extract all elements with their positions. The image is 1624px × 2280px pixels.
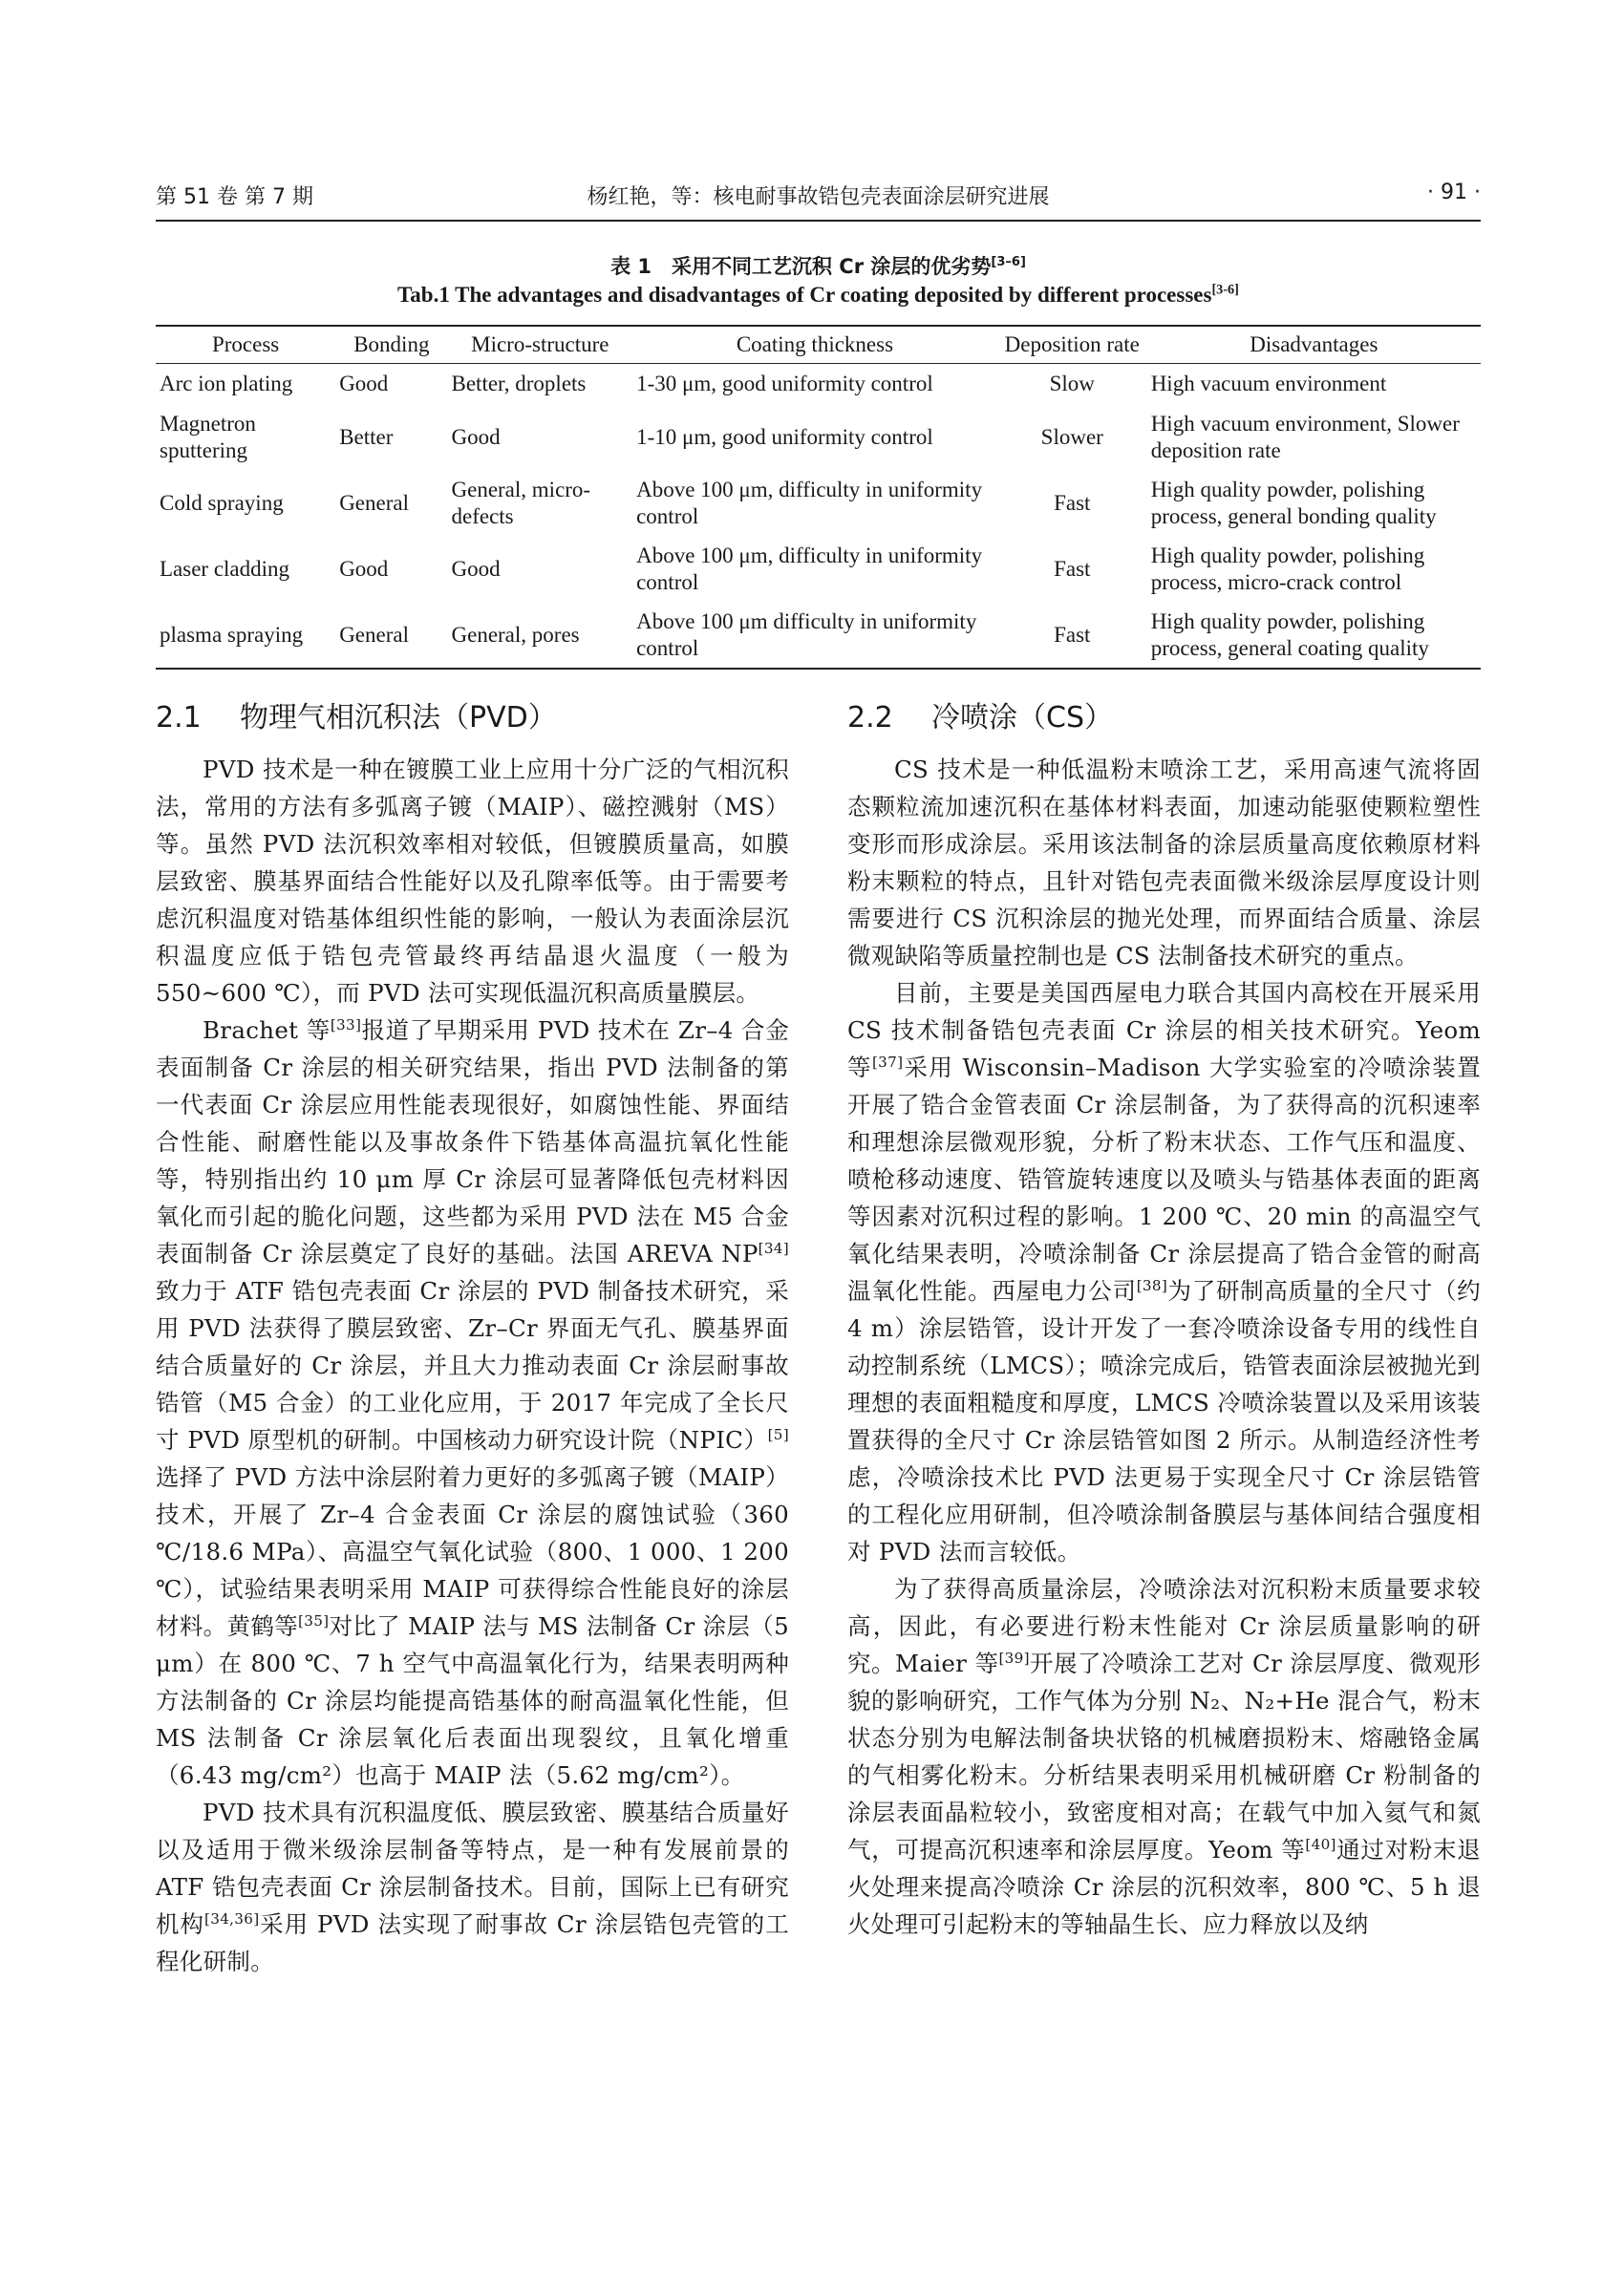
paragraph: [156, 1012, 789, 1794]
citation: [34,36]: [204, 1909, 260, 1928]
citation: [33]: [330, 1015, 362, 1033]
table-caption-en-ref: [3-6]: [1211, 282, 1239, 298]
section-title: 物理气相沉积法（PVD）: [240, 701, 557, 735]
citation: [35]: [298, 1611, 330, 1630]
cell-micro: Better, droplets: [451, 372, 587, 396]
cell-disadvantages: High vacuum environment: [1150, 372, 1387, 396]
cell-rate: Slow: [1049, 372, 1095, 396]
section-heading-cs: [847, 695, 1481, 741]
paragraph: [847, 974, 1481, 1570]
cell-bonding: Better: [339, 425, 394, 449]
table-caption-zh-ref: [3–6]: [991, 255, 1026, 269]
citation: [34]: [758, 1239, 789, 1257]
table-row: [156, 603, 1481, 669]
cell-micro: Good: [451, 557, 501, 581]
cell-rate: Slower: [1040, 425, 1103, 449]
section-number: 2.1: [156, 701, 202, 735]
cell-thickness: Above 100 μm, difficulty in uniformity control: [636, 543, 983, 594]
running-header: [156, 175, 1481, 213]
col-header-process: Process: [211, 332, 280, 356]
table-row: [156, 405, 1481, 471]
text-run: 采用 Wisconsin–Madison 大学实验室的冷喷涂装置开展了锆合金管表面 Cr 涂层制备，为了获得高的沉积速率和理想涂层微观形貌，分析了粉末状态、工作气压和温度、喷枪移动速度、锆管旋转速度以及喷头与锆基体表面的距离等因素对沉积过程的影响。1 200 ℃、20 min 的高温空气氧化结果表明，冷喷涂制备 Cr 涂层提高了锆合金管的耐高温氧化性能。西屋电力公司: [847, 1054, 1481, 1305]
paragraph: [156, 1794, 789, 1980]
cell-bonding: Good: [339, 372, 389, 396]
cell-thickness: Above 100 μm difficulty in uniformity control: [636, 608, 977, 660]
text-run: 为了获得高质量涂层，冷喷涂法对沉积粉末质量要求较高，因此，有必要进行粉末性能对 Cr 涂层质量影响的研究。Maier 等: [847, 1575, 1481, 1677]
text-run: 对比了 MAIP 法与 MS 法制备 Cr 涂层（5 μm）在 800 ℃、7 h 空气中高温氧化行为，结果表明两种方法制备的 Cr 涂层均能提高锆基体的耐高温氧化性能，但 MS 法制备 Cr 涂层氧化后表面出现裂纹，且氧化增重（6.43 mg/cm²）也高于 MAIP 法（5.62 mg/cm²）。: [156, 1612, 789, 1789]
cell-micro: General, pores: [451, 622, 580, 647]
cell-rate: Fast: [1054, 557, 1091, 581]
journal-issue: 第 51 卷 第 7 期: [156, 185, 313, 209]
comparison-table: [156, 325, 1481, 670]
cell-disadvantages: High quality powder, polishing process, micro-crack control: [1150, 543, 1425, 594]
citation: [37]: [871, 1053, 904, 1071]
section-title: 冷喷涂（CS）: [931, 701, 1113, 735]
cell-process: Laser cladding: [160, 557, 290, 581]
citation: [40]: [1305, 1835, 1336, 1853]
paragraph: [847, 1570, 1481, 1943]
cell-thickness: 1-30 μm, good uniformity control: [636, 372, 933, 396]
right-column: [847, 695, 1481, 1943]
cell-process: Cold spraying: [160, 491, 284, 515]
text-run: 报道了早期采用 PVD 技术在 Zr–4 合金表面制备 Cr 涂层的相关研究结果，指出 PVD 法制备的第一代表面 Cr 涂层应用性能表现很好，如腐蚀性能、界面结合性能、耐磨性能以及事故条件下锆基体高温抗氧化性能等，特别指出约 10 μm 厚 Cr 涂层可显著降低包壳材料因氧化而引起的脆化问题，这些都为采用 PVD 法在 M5 合金表面制备 Cr 涂层奠定了良好的基础。法国 AREVA NP: [156, 1016, 789, 1268]
text-run: 通过对粉末退火处理来提高冷喷涂 Cr 涂层的沉积效率，800 ℃、5 h 退火处理可引起粉末的等轴晶生长、应力释放以及纳: [847, 1836, 1481, 1938]
paragraph: PVD 技术是一种在镀膜工业上应用十分广泛的气相沉积法，常用的方法有多弧离子镀（MAIP）、磁控溅射（MS）等。虽然 PVD 法沉积效率相对较低，但镀膜质量高，如膜层致密、膜基界面结合性能好以及孔隙率低等。由于需要考虑沉积温度对锆基体组织性能的影响，一般认为表面涂层沉积温度应低于锆包壳管最终再结晶退火温度（一般为 550~600 ℃），而 PVD 法可实现低温沉积高质量膜层。: [156, 756, 789, 1007]
table-caption-zh-text: 表 1 采用不同工艺沉积 Cr 涂层的优劣势: [610, 255, 992, 278]
col-header-bonding: Bonding: [353, 332, 430, 356]
col-header-disadvantages: Disadvantages: [1250, 332, 1378, 356]
cell-thickness: 1-10 μm, good uniformity control: [636, 425, 933, 449]
text-run: 为了研制高质量的全尺寸（约 4 m）涂层锆管，设计开发了一套冷喷涂设备专用的线性自动控制系统（LMCS）；喷涂完成后，锆管表面涂层被抛光到理想的表面粗糙度和厚度，LMCS 冷喷涂装置以及采用该装置获得的全尺寸 Cr 涂层锆管如图 2 所示。从制造经济性考虑，冷喷涂技术比 PVD 法更易于实现全尺寸 Cr 涂层锆管的工程化应用研制，但冷喷涂制备膜层与基体间结合强度相对 PVD 法而言较低。: [847, 1277, 1481, 1566]
cell-rate: Fast: [1054, 622, 1091, 647]
cell-process: plasma spraying: [160, 622, 304, 647]
cell-disadvantages: High vacuum environment, Slower deposition rate: [1150, 412, 1460, 462]
col-header-microstructure: Micro-structure: [471, 332, 609, 356]
paragraph: CS 技术是一种低温粉末喷涂工艺，采用高速气流将固态颗粒流加速沉积在基体材料表面，加速动能驱使颗粒塑性变形而形成涂层。采用该法制备的涂层质量高度依赖原材料粉末颗粒的特点，且针对锆包壳表面微米级涂层厚度设计则需要进行 CS 沉积涂层的抛光处理，而界面结合质量、涂层微观缺陷等质量控制也是 CS 法制备技术研究的重点。: [847, 756, 1481, 970]
cell-bonding: Good: [339, 557, 389, 581]
text-run: 目前，主要是美国西屋电力联合其国内高校在开展采用 CS 技术制备锆包壳表面 Cr 涂层的相关技术研究。Yeom 等: [847, 979, 1481, 1081]
text-run: 选择了 PVD 方法中涂层附着力更好的多弧离子镀（MAIP）技术，开展了 Zr–4 合金表面 Cr 涂层的腐蚀试验（360 ℃/18.6 MPa）、高温空气氧化试验（800、1 000、1 200 ℃），试验结果表明采用 MAIP 可获得综合性能良好的涂层材料。黄鹤等: [156, 1463, 789, 1640]
table-row: [156, 364, 1481, 405]
section-heading-pvd: [156, 695, 789, 741]
cell-process: Arc ion plating: [160, 372, 293, 396]
table-header-row: [156, 326, 1481, 364]
table-caption-en: [156, 283, 1481, 308]
table-row: [156, 537, 1481, 603]
cell-bonding: General: [339, 622, 409, 647]
page-number: · 91 ·: [1427, 181, 1481, 204]
text-run: Brachet 等: [203, 1016, 331, 1044]
table-row: [156, 471, 1481, 537]
text-run: 开展了冷喷涂工艺对 Cr 涂层厚度、微观形貌的影响研究，工作气体为分别 N₂、N₂+He 混合气，粉末状态分别为电解法制备块状铬的机械磨损粉末、熔融铬金属的气相雾化粉末。分析结果表明采用机械研磨 Cr 粉制备的涂层表面晶粒较小，致密度相对高；在载气中加入氦气和氮气，可提高沉积速率和涂层厚度。Yeom 等: [847, 1650, 1481, 1864]
text-run: 采用 PVD 法实现了耐事故 Cr 涂层锆包壳管的工程化研制。: [156, 1910, 789, 1975]
left-column: [156, 695, 789, 1980]
cell-disadvantages: High quality powder, polishing process, general coating quality: [1150, 608, 1429, 660]
cell-thickness: Above 100 μm, difficulty in uniformity control: [636, 478, 983, 528]
article-running-title: 杨红艳，等：核电耐事故锆包壳表面涂层研究进展: [587, 185, 1050, 209]
citation: [5]: [767, 1425, 789, 1443]
cell-micro: General, micro-defects: [451, 478, 591, 528]
citation: [39]: [998, 1649, 1030, 1667]
section-number: 2.2: [847, 701, 893, 735]
cell-disadvantages: High quality powder, polishing process, general bonding quality: [1150, 478, 1437, 528]
table-caption-zh: [156, 251, 1481, 280]
col-header-rate: Deposition rate: [1004, 332, 1140, 356]
text-run: 致力于 ATF 锆包壳表面 Cr 涂层的 PVD 制备技术研究，采用 PVD 法获得了膜层致密、Zr–Cr 界面无气孔、膜基界面结合质量好的 Cr 涂层，并且大力推动表面 Cr 涂层耐事故锆管（M5 合金）的工业化应用，于 2017 年完成了全长尺寸 PVD 原型机的研制。中国核动力研究设计院（NPIC）: [156, 1277, 789, 1454]
citation: [38]: [1136, 1276, 1168, 1294]
text-run: PVD 技术具有沉积温度低、膜层致密、膜基结合质量好以及适用于微米级涂层制备等特点，是一种有发展前景的 ATF 锆包壳表面 Cr 涂层制备技术。目前，国际上已有研究机构: [156, 1799, 789, 1938]
header-rule: [156, 220, 1481, 222]
cell-process: Magnetron sputtering: [160, 412, 256, 462]
table-caption-en-text: Tab.1 The advantages and disadvantages of Cr coating deposited by different processes: [397, 283, 1212, 307]
cell-rate: Fast: [1054, 491, 1091, 515]
cell-micro: Good: [451, 425, 501, 449]
cell-bonding: General: [339, 491, 409, 515]
col-header-thickness: Coating thickness: [736, 332, 894, 356]
